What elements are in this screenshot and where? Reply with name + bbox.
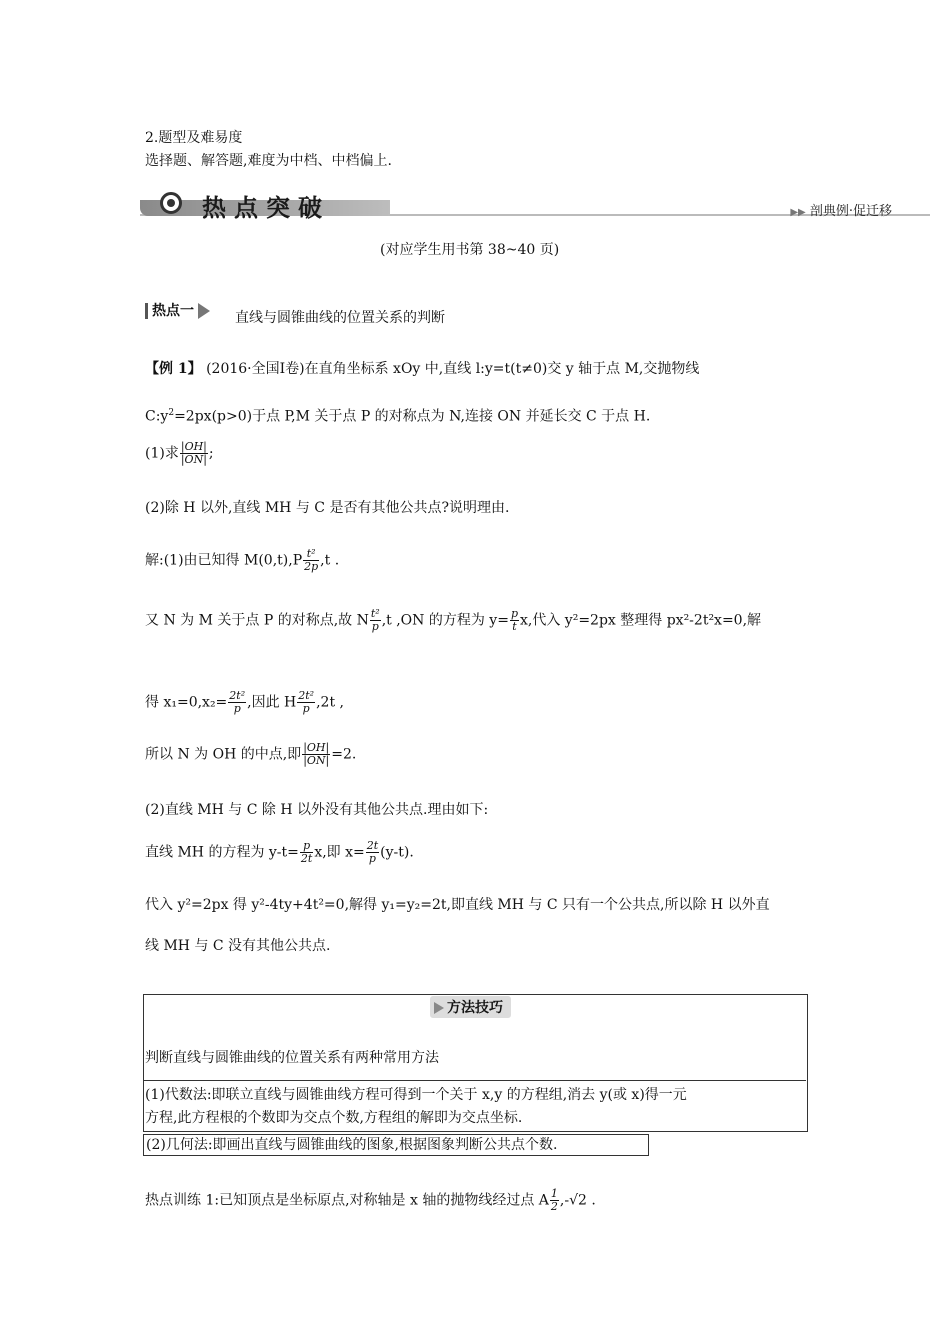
s2-prefix: 又 N 为 M 关于点 P 的对称点,故 N (145, 612, 369, 629)
s2-suffix: x,代入 y²=2px 整理得 px²-2t²x=0,解 (520, 612, 762, 629)
s3-den2: p (302, 702, 310, 715)
solution-2 (145, 608, 761, 633)
solution-3 (145, 690, 344, 715)
s3-prefix: 得 x₁=0,x₂= (145, 694, 228, 711)
solution-6 (145, 840, 414, 865)
example-tag: 【例 1】 (145, 361, 202, 377)
pages-note: (对应学生用书第 38~40 页) (380, 242, 560, 258)
s1-frac (303, 548, 319, 573)
example-line1 (145, 359, 699, 379)
s2-den2: t (512, 620, 517, 633)
s1-suffix: ,t . (320, 552, 340, 569)
method-title-text: 方法技巧 (447, 1000, 503, 1016)
training-num: 1 (550, 1187, 558, 1200)
s3-frac (228, 690, 246, 715)
method-geometry: (2)几何法:即画出直线与圆锥曲线的图象,根据图象判断公共点个数. (146, 1137, 558, 1153)
play-icon (434, 1002, 444, 1014)
question-1 (145, 441, 214, 466)
s4-num: |OH| (303, 741, 330, 754)
solution-1 (145, 548, 339, 573)
method-algebra-2: 方程,此方程根的个数即为交点个数,方程组的解即为交点坐标. (145, 1110, 523, 1126)
q1-den: |ON| (180, 453, 207, 466)
q1-prefix: (1)求 (145, 445, 179, 462)
s3-den: p (233, 702, 241, 715)
s1-prefix: 解:(1)由已知得 M(0,t),P (145, 552, 303, 569)
banner-title: 热点突破 (202, 194, 330, 222)
banner-subtitle (790, 200, 892, 219)
s1-den: 2p (304, 560, 319, 573)
s6-suffix: (y-t). (380, 844, 414, 861)
s6-num2: 2t (366, 839, 379, 852)
intro-text: 选择题、解答题,难度为中档、中档偏上. (145, 153, 392, 169)
method-separator (143, 1080, 806, 1081)
s2-num2: p (510, 607, 518, 620)
triangle-icon (198, 303, 210, 319)
hotspot-label (145, 300, 210, 320)
example-text2a: C:y (145, 408, 169, 425)
training-den: 2 (550, 1200, 558, 1213)
s6-den: 2t (300, 852, 313, 865)
s4-den: |ON| (303, 754, 330, 767)
method-intro: 判断直线与圆锥曲线的位置关系有两种常用方法 (145, 1050, 439, 1066)
method-title (430, 996, 511, 1018)
s6-frac2 (366, 840, 379, 865)
s2-frac2 (510, 608, 519, 633)
s3-num2: 2t² (298, 689, 315, 702)
training-suffix: ,-√2 . (559, 1192, 596, 1209)
s1-num: t² (303, 548, 319, 561)
s4-prefix: 所以 N 为 OH 的中点,即 (145, 746, 302, 763)
s4-frac (302, 742, 330, 767)
example-text2b: =2px(p>0)于点 P,M 关于点 P 的对称点为 N,连接 ON 并延长交 C 于点 H. (174, 408, 651, 425)
s2-num: t² (370, 607, 380, 620)
s6-mid: x,即 x= (314, 844, 365, 861)
banner-right-text: 剖典例·促迁移 (809, 204, 892, 219)
s6-prefix: 直线 MH 的方程为 y-t= (145, 844, 299, 861)
exp-2: 2 (168, 408, 175, 418)
hotspot-title: 直线与圆锥曲线的位置关系的判断 (235, 310, 445, 326)
s3-frac2 (297, 690, 315, 715)
solution-8: 线 MH 与 C 没有其他公共点. (145, 938, 331, 954)
s4-suffix: =2. (331, 746, 357, 763)
hotspot-label-text: 热点一 (152, 303, 194, 319)
s2-frac (370, 608, 381, 633)
q1-num: |OH| (180, 440, 207, 453)
s3-num: 2t² (229, 689, 246, 702)
training-1 (145, 1188, 596, 1213)
target-icon (160, 192, 182, 214)
s3-mid: ,因此 H (247, 694, 297, 711)
s6-num: p (300, 840, 313, 853)
s2-mid: ,t ,ON 的方程为 y= (381, 612, 509, 629)
bar-mark (145, 303, 148, 319)
s2-den: p (371, 620, 379, 633)
s6-frac (300, 840, 313, 865)
q1-frac (180, 441, 208, 466)
solution-4 (145, 742, 356, 767)
double-arrow-icon: ▶▶ (790, 207, 806, 218)
intro-heading: 2.题型及难易度 (145, 130, 243, 146)
s6-den2: p (368, 852, 376, 865)
example-line2 (145, 403, 650, 427)
section-banner (140, 186, 930, 222)
example-text1: (2016·全国Ⅰ卷)在直角坐标系 xOy 中,直线 l:y=t(t≠0)交 y 轴于点 M,交抛物线 (206, 361, 700, 377)
training-prefix: 热点训练 1:已知顶点是坐标原点,对称轴是 x 轴的抛物线经过点 A (145, 1192, 549, 1209)
q1-suffix: ; (208, 445, 214, 462)
solution-5: (2)直线 MH 与 C 除 H 以外没有其他公共点.理由如下: (145, 802, 489, 818)
method-algebra-1: (1)代数法:即联立直线与圆锥曲线方程可得到一个关于 x,y 的方程组,消去 y(或 x)得一元 (145, 1087, 687, 1103)
training-frac (550, 1188, 559, 1213)
question-2: (2)除 H 以外,直线 MH 与 C 是否有其他公共点?说明理由. (145, 500, 510, 516)
solution-7: 代入 y²=2px 得 y²-4ty+4t²=0,解得 y₁=y₂=2t,即直线 MH 与 C 只有一个公共点,所以除 H 以外直 (145, 897, 770, 913)
s3-suffix: ,2t , (316, 694, 344, 711)
